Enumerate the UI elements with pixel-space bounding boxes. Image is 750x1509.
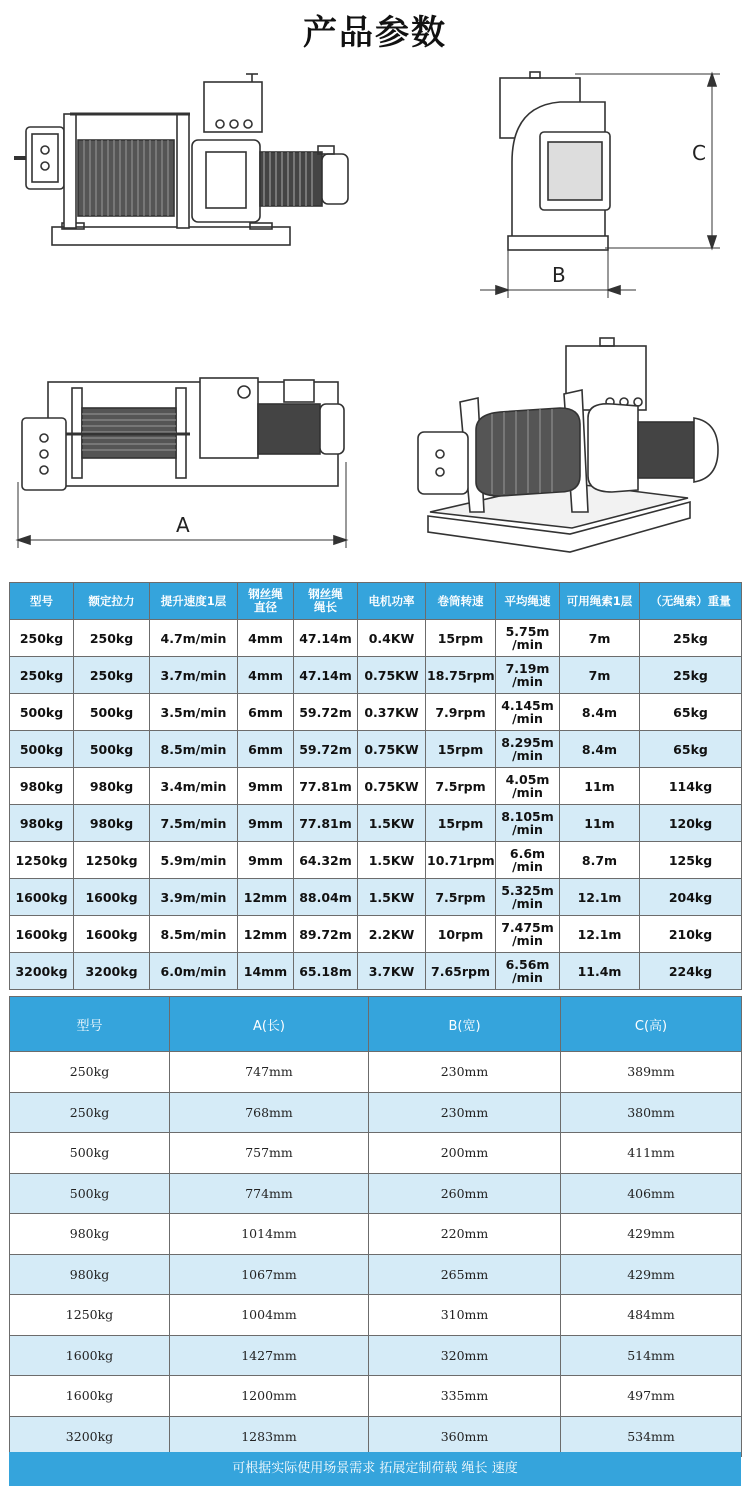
table-cell: 47.14m (294, 657, 358, 694)
table-cell: 1600kg (74, 916, 150, 953)
col-header-rated-pull: 额定拉力 (74, 583, 150, 620)
table-cell: 11.4m (560, 953, 640, 990)
dim-header-model: 型号 (10, 997, 170, 1052)
table-cell: 0.4KW (358, 620, 426, 657)
table-cell: 11m (560, 805, 640, 842)
table-cell: 77.81m (294, 768, 358, 805)
table-cell: 0.75KW (358, 731, 426, 768)
table-cell: 12.1m (560, 879, 640, 916)
page-title: 产品参数 (303, 13, 447, 53)
table-cell: 5.75m /min (496, 620, 560, 657)
table-cell: 0.37KW (358, 694, 426, 731)
table-cell: 1600kg (10, 916, 74, 953)
table-cell: 0.75KW (358, 657, 426, 694)
table-cell: 4.7m/min (150, 620, 238, 657)
table-cell: 310mm (369, 1295, 561, 1336)
specs-header-row (10, 583, 742, 620)
table-cell: 125kg (640, 842, 742, 879)
table-cell: 3.9m/min (150, 879, 238, 916)
table-cell: 8.7m (560, 842, 640, 879)
table-cell: 6.0m/min (150, 953, 238, 990)
table-cell: 65kg (640, 694, 742, 731)
table-cell: 0.75KW (358, 768, 426, 805)
table-cell: 980kg (74, 768, 150, 805)
table-row (10, 620, 742, 657)
table-cell: 2.2KW (358, 916, 426, 953)
table-cell: 12.1m (560, 916, 640, 953)
table-row (10, 768, 742, 805)
table-cell: 7.19m /min (496, 657, 560, 694)
table-cell: 224kg (640, 953, 742, 990)
table-cell: 3.7m/min (150, 657, 238, 694)
table-cell: 7m (560, 620, 640, 657)
table-cell: 534mm (561, 1416, 742, 1457)
table-row (10, 1173, 742, 1214)
table-cell: 9mm (238, 842, 294, 879)
dim-header-width: B(宽) (369, 997, 561, 1052)
table-cell: 429mm (561, 1214, 742, 1255)
table-cell: 411mm (561, 1133, 742, 1174)
table-cell: 7.5rpm (426, 768, 496, 805)
col-header-lift-speed: 提升速度1层 (150, 583, 238, 620)
table-cell: 6mm (238, 731, 294, 768)
table-cell: 7.475m /min (496, 916, 560, 953)
dimension-b-label: B (552, 263, 566, 287)
table-cell: 12mm (238, 879, 294, 916)
table-cell: 497mm (561, 1376, 742, 1417)
table-cell: 6mm (238, 694, 294, 731)
table-cell: 1427mm (170, 1335, 369, 1376)
table-cell: 360mm (369, 1416, 561, 1457)
table-cell: 89.72m (294, 916, 358, 953)
table-cell: 65.18m (294, 953, 358, 990)
col-header-rope-length: 钢丝绳 绳长 (294, 583, 358, 620)
col-header-usable-rope: 可用绳索1层 (560, 583, 640, 620)
table-cell: 1600kg (74, 879, 150, 916)
table-cell: 406mm (561, 1173, 742, 1214)
table-cell: 1004mm (170, 1295, 369, 1336)
table-cell: 1.5KW (358, 842, 426, 879)
table-cell: 7m (560, 657, 640, 694)
table-row (10, 1254, 742, 1295)
col-header-motor-power: 电机功率 (358, 583, 426, 620)
table-cell: 65kg (640, 731, 742, 768)
table-cell: 7.5m/min (150, 805, 238, 842)
table-cell: 250kg (10, 1092, 170, 1133)
table-cell: 3.5m/min (150, 694, 238, 731)
table-row (10, 657, 742, 694)
table-cell: 11m (560, 768, 640, 805)
table-cell: 77.81m (294, 805, 358, 842)
table-cell: 6.6m /min (496, 842, 560, 879)
table-cell: 380mm (561, 1092, 742, 1133)
dimensions-header-row (10, 997, 742, 1052)
table-cell: 120kg (640, 805, 742, 842)
table-cell: 514mm (561, 1335, 742, 1376)
table-row (10, 842, 742, 879)
table-cell: 500kg (10, 1133, 170, 1174)
table-cell: 204kg (640, 879, 742, 916)
table-cell: 88.04m (294, 879, 358, 916)
table-cell: 250kg (74, 620, 150, 657)
table-row (10, 1214, 742, 1255)
table-cell: 1.5KW (358, 879, 426, 916)
table-cell: 500kg (74, 731, 150, 768)
table-cell: 500kg (74, 694, 150, 731)
col-header-drum-speed: 卷筒转速 (426, 583, 496, 620)
customization-note: 可根据实际使用场景需求 拓展定制荷载 绳长 速度 (9, 1452, 741, 1486)
table-cell: 8.5m/min (150, 731, 238, 768)
table-cell: 500kg (10, 1173, 170, 1214)
table-cell: 1067mm (170, 1254, 369, 1295)
table-cell: 980kg (10, 1214, 170, 1255)
table-cell: 250kg (10, 620, 74, 657)
table-cell: 9mm (238, 768, 294, 805)
table-cell: 774mm (170, 1173, 369, 1214)
table-cell: 250kg (74, 657, 150, 694)
table-cell: 1283mm (170, 1416, 369, 1457)
table-cell: 25kg (640, 657, 742, 694)
dimension-a-label: A (176, 513, 190, 537)
table-cell: 8.295m /min (496, 731, 560, 768)
table-row (10, 805, 742, 842)
table-cell: 7.65rpm (426, 953, 496, 990)
table-cell: 14mm (238, 953, 294, 990)
table-cell: 1250kg (74, 842, 150, 879)
table-cell: 980kg (74, 805, 150, 842)
table-cell: 429mm (561, 1254, 742, 1295)
table-cell: 47.14m (294, 620, 358, 657)
table-cell: 7.9rpm (426, 694, 496, 731)
table-cell: 12mm (238, 916, 294, 953)
col-header-model: 型号 (10, 583, 74, 620)
table-cell: 250kg (10, 657, 74, 694)
dimension-c-label: C (692, 141, 706, 165)
table-cell: 64.32m (294, 842, 358, 879)
table-cell: 8.4m (560, 731, 640, 768)
table-cell: 59.72m (294, 731, 358, 768)
table-cell: 1600kg (10, 1335, 170, 1376)
table-row (10, 1052, 742, 1093)
table-cell: 10rpm (426, 916, 496, 953)
table-row (10, 1133, 742, 1174)
table-row (10, 916, 742, 953)
table-cell: 7.5rpm (426, 879, 496, 916)
table-cell: 210kg (640, 916, 742, 953)
table-row (10, 1092, 742, 1133)
table-cell: 3.4m/min (150, 768, 238, 805)
table-cell: 200mm (369, 1133, 561, 1174)
table-cell: 5.325m /min (496, 879, 560, 916)
table-cell: 1600kg (10, 1376, 170, 1417)
table-cell: 320mm (369, 1335, 561, 1376)
table-cell: 500kg (10, 694, 74, 731)
winch-front-view (14, 74, 348, 245)
table-cell: 18.75rpm (426, 657, 496, 694)
table-cell: 4.05m /min (496, 768, 560, 805)
table-cell: 25kg (640, 620, 742, 657)
table-cell: 220mm (369, 1214, 561, 1255)
table-cell: 265mm (369, 1254, 561, 1295)
col-header-weight: （无绳索）重量 (640, 583, 742, 620)
table-cell: 1250kg (10, 1295, 170, 1336)
table-cell: 1014mm (170, 1214, 369, 1255)
specs-table (9, 582, 742, 990)
table-cell: 250kg (10, 1052, 170, 1093)
table-cell: 4.145m /min (496, 694, 560, 731)
table-cell: 15rpm (426, 805, 496, 842)
table-cell: 3200kg (74, 953, 150, 990)
table-cell: 4mm (238, 657, 294, 694)
table-cell: 1250kg (10, 842, 74, 879)
table-row (10, 1416, 742, 1457)
table-cell: 389mm (561, 1052, 742, 1093)
table-row (10, 1335, 742, 1376)
table-cell: 4mm (238, 620, 294, 657)
winch-drawings (0, 62, 750, 580)
table-cell: 8.4m (560, 694, 640, 731)
table-row (10, 694, 742, 731)
table-cell: 59.72m (294, 694, 358, 731)
table-cell: 5.9m/min (150, 842, 238, 879)
dim-header-height: C(高) (561, 997, 742, 1052)
table-cell: 757mm (170, 1133, 369, 1174)
table-cell: 6.56m /min (496, 953, 560, 990)
table-row (10, 953, 742, 990)
table-cell: 1.5KW (358, 805, 426, 842)
table-cell: 15rpm (426, 620, 496, 657)
table-cell: 3200kg (10, 1416, 170, 1457)
table-cell: 10.71rpm (426, 842, 496, 879)
table-cell: 747mm (170, 1052, 369, 1093)
table-cell: 500kg (10, 731, 74, 768)
col-header-rope-diameter: 钢丝绳 直径 (238, 583, 294, 620)
table-cell: 9mm (238, 805, 294, 842)
table-cell: 484mm (561, 1295, 742, 1336)
table-cell: 3.7KW (358, 953, 426, 990)
dim-header-length: A(长) (170, 997, 369, 1052)
table-row (10, 879, 742, 916)
winch-isometric-view (418, 338, 718, 552)
table-cell: 230mm (369, 1092, 561, 1133)
table-cell: 114kg (640, 768, 742, 805)
table-cell: 15rpm (426, 731, 496, 768)
dimensions-table (9, 996, 742, 1457)
table-cell: 3200kg (10, 953, 74, 990)
table-cell: 230mm (369, 1052, 561, 1093)
table-row (10, 1295, 742, 1336)
table-cell: 768mm (170, 1092, 369, 1133)
table-cell: 8.5m/min (150, 916, 238, 953)
table-cell: 980kg (10, 1254, 170, 1295)
table-cell: 335mm (369, 1376, 561, 1417)
table-row (10, 731, 742, 768)
winch-side-view (480, 72, 720, 298)
table-cell: 980kg (10, 768, 74, 805)
table-cell: 8.105m /min (496, 805, 560, 842)
table-cell: 260mm (369, 1173, 561, 1214)
col-header-avg-rope-speed: 平均绳速 (496, 583, 560, 620)
table-cell: 1200mm (170, 1376, 369, 1417)
table-row (10, 1376, 742, 1417)
table-cell: 980kg (10, 805, 74, 842)
table-cell: 1600kg (10, 879, 74, 916)
